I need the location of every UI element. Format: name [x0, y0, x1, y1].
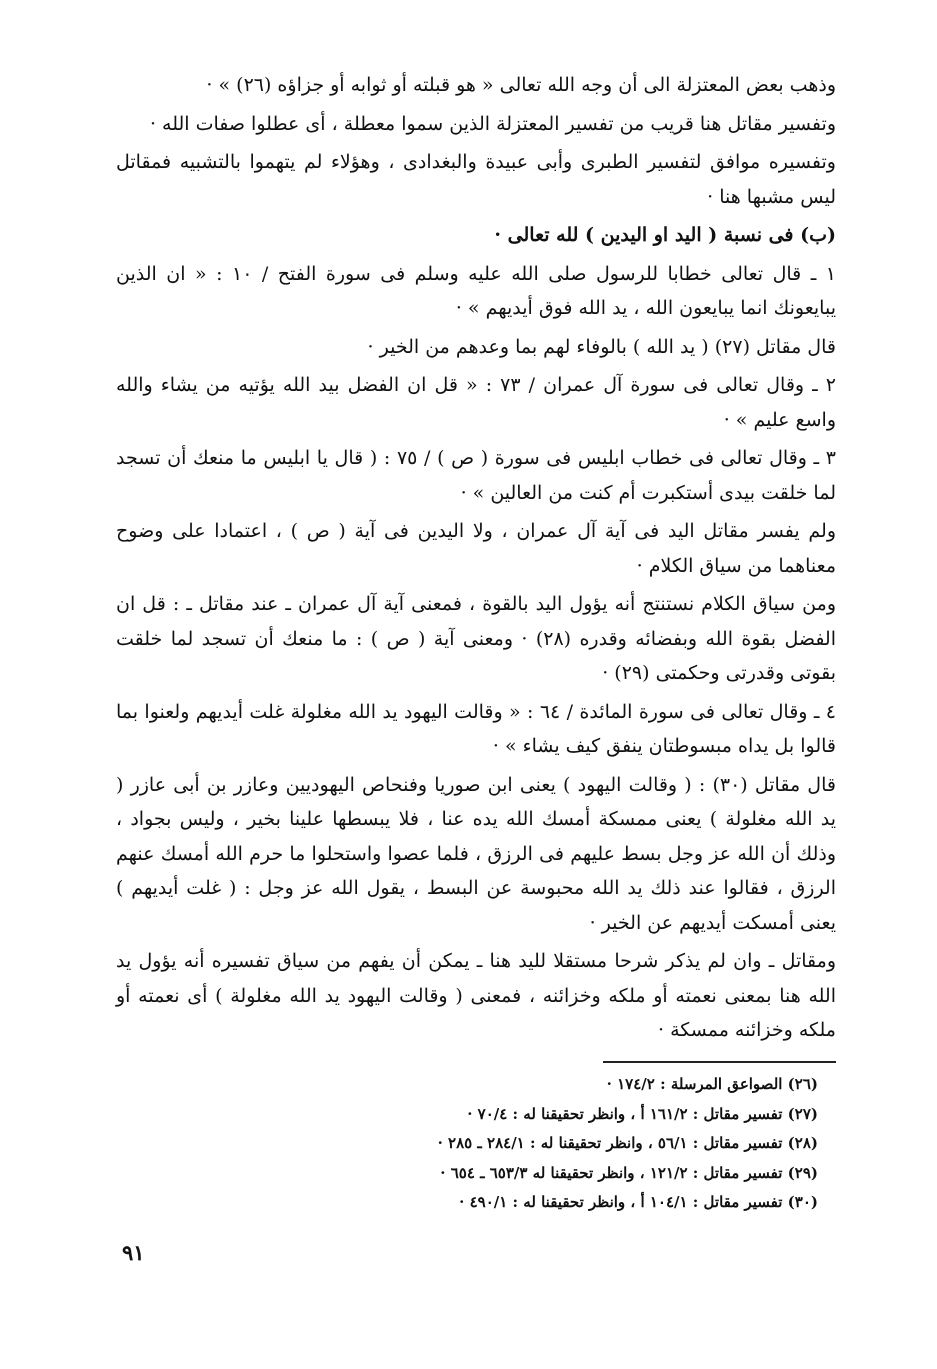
footnote-27: (٢٧) تفسير مقاتل : ١٦١/٢ أ ، وانظر تحقيقنا له : ٧٠/٤ · — [467, 1104, 818, 1123]
paragraph-muqatil-near-mutazila: وتفسير مقاتل هنا قريب من تفسير المعتزلة الذين سموا معطلة ، أى عطلوا صفات الله · — [149, 112, 836, 135]
paragraph-muqatil-interpretation: ومقاتل ـ وان لم يذكر شرحا مستقلا لليد هنا ـ يمكن أن يفهم من سياق تفسيره أنه يؤول يد الله هنا بمعنى نعمته أو ملكه وخزائنه ، فمعنى ( وقالت اليهود يد الله مغلولة ) أى نعمته أو ملكه وخزائنه ممسكة · — [116, 950, 837, 1041]
paragraph-muqatil-30: قال مقاتل (٣٠) : ( وقالت اليهود ) يعنى ابن صوريا وفنحاص اليهوديين وعازر بن أبى عازر ( يد الله مغلولة ) يعنى ممسكة أمسك الله يده عنا ، فلا يبسطها علينا بخير ، وليس بجواد ، وذلك أن الله عز وجل بسط عليهم فى الرزق ، فلما عصوا واستحلوا ما حرم الله أمسك عنهم الرزق ، فقالوا عند ذلك يد الله محبوسة عن البسط ، يقول الله عز وجل : ( غلت أيديهم ) يعنى أمسكت أيديهم عن الخير · — [116, 773, 836, 934]
footnote-separator — [603, 1061, 836, 1063]
paragraph-verse-fath: ١ ـ قال تعالى خطابا للرسول صلى الله عليه وسلم فى سورة الفتح / ١٠ : « ان الذين يبايعونك انما يبايعون الله ، يد الله فوق أيديهم » · — [116, 262, 836, 319]
section-heading: (ب) فى نسبة ( اليد او اليدين ) لله تعالى · — [494, 224, 836, 246]
footnote-29: (٢٩) تفسير مقاتل : ١٢١/٢ ، وانظر تحقيقنا له ٦٥٣/٣ ـ ٦٥٤ · — [440, 1163, 818, 1182]
footnote-26: (٢٦) الصواعق المرسلة : ١٧٤/٢ · — [606, 1075, 818, 1093]
main-text — [116, 68, 836, 1052]
paragraph-mutazila-view: وذهب بعض المعتزلة الى أن وجه الله تعالى « هو قبلته أو ثوابه أو جزاؤه (٢٦) » · — [206, 74, 836, 96]
page-number: ٩١ — [122, 1240, 145, 1265]
paragraph-verse-maida: ٤ ـ وقال تعالى فى سورة المائدة / ٦٤ : « وقالت اليهود يد الله مغلولة غلت أيديهم ولعنوا بما قالوا بل يداه مبسوطتان ينفق كيف يشاء » · — [116, 700, 836, 757]
footnote-28: (٢٨) تفسير مقاتل : ٥٦/١ ، وانظر تحقيقنا له : ٢٨٤/١ ـ ٢٨٥ · — [437, 1134, 818, 1152]
paragraph-no-explanation: ولم يفسر مقاتل اليد فى آية آل عمران ، ولا اليدين فى آية ( ص ) ، اعتمادا على وضوح معناهما من سياق الكلام · — [116, 520, 836, 577]
paragraph-conclusion-power: ومن سياق الكلام نستنتج أنه يؤول اليد بالقوة ، فمعنى آية آل عمران ـ عند مقاتل ـ : قل ان الفضل بقوة الله وبفضائه وقدره (٢٨) · ومعنى آية ( ص ) : ما منعك أن تسجد لما خلقت بقوتى وقدرتى وحكمتى (٢٩) · — [116, 593, 836, 684]
footnotes — [330, 1070, 818, 1218]
paragraph-verse-imran: ٢ ـ وقال تعالى فى سورة آل عمران / ٧٣ : « قل ان الفضل بيد الله يؤتيه من يشاء والله واسع عليم » · — [116, 374, 836, 431]
paragraph-verse-sad: ٣ ـ وقال تعالى فى خطاب ابليس فى سورة ( ص ) / ٧٥ : ( قال يا ابليس ما منعك أن تسجد لما خلقت بيدى أستكبرت أم كنت من العالين » · — [116, 447, 836, 504]
paragraph-tabari-agreement: وتفسيره موافق لتفسير الطبرى وأبى عبيدة والبغدادى ، وهؤلاء لم يتهموا بالتشبيه فمقاتل ليس مشبها هنا · — [116, 151, 836, 208]
paragraph-muqatil-27: قال مقاتل (٢٧) ( يد الله ) بالوفاء لهم بما وعدهم من الخير · — [367, 335, 836, 358]
footnote-30: (٣٠) تفسير مقاتل : ١٠٤/١ أ ، وانظر تحقيقنا له : ٤٩٠/١ · — [459, 1193, 818, 1211]
